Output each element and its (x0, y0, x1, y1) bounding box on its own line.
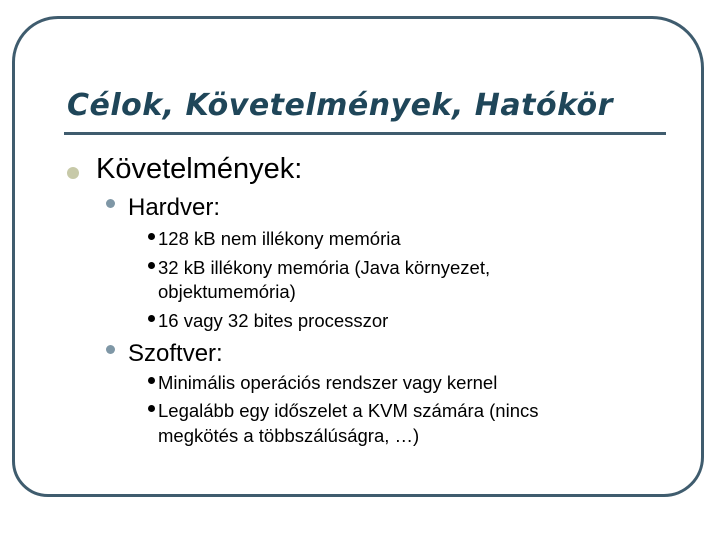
hardware-item-2-line-2: objektumemória) (158, 281, 296, 302)
software-item-1: Minimális operációs rendszer vagy kernel (158, 372, 498, 393)
level3-bullet-icon (148, 405, 155, 412)
slide-title: Célok, Követelmények, Hatókör (67, 88, 613, 123)
level3-bullet-icon (148, 315, 155, 322)
hardware-item-3: 16 vagy 32 bites processzor (158, 310, 389, 331)
hardware-item-2-line-1: 32 kB illékony memória (Java környezet, (158, 257, 491, 278)
software-item-2-line-2: megkötés a többszálúságra, …) (158, 425, 420, 446)
section-software-label: Szoftver: (128, 340, 223, 367)
level2-bullet-icon (106, 345, 115, 354)
level3-bullet-icon (148, 262, 155, 269)
level3-bullet-icon (148, 233, 155, 240)
software-item-2-line-1: Legalább egy időszelet a KVM számára (nincs (158, 400, 539, 421)
level2-bullet-icon (106, 199, 115, 208)
level1-bullet-icon (67, 167, 79, 179)
hardware-item-1: 128 kB nem illékony memória (158, 228, 401, 249)
title-underline (64, 132, 666, 135)
section-hardware-label: Hardver: (128, 194, 221, 221)
requirements-heading: Követelmények: (96, 153, 303, 185)
level3-bullet-icon (148, 377, 155, 384)
